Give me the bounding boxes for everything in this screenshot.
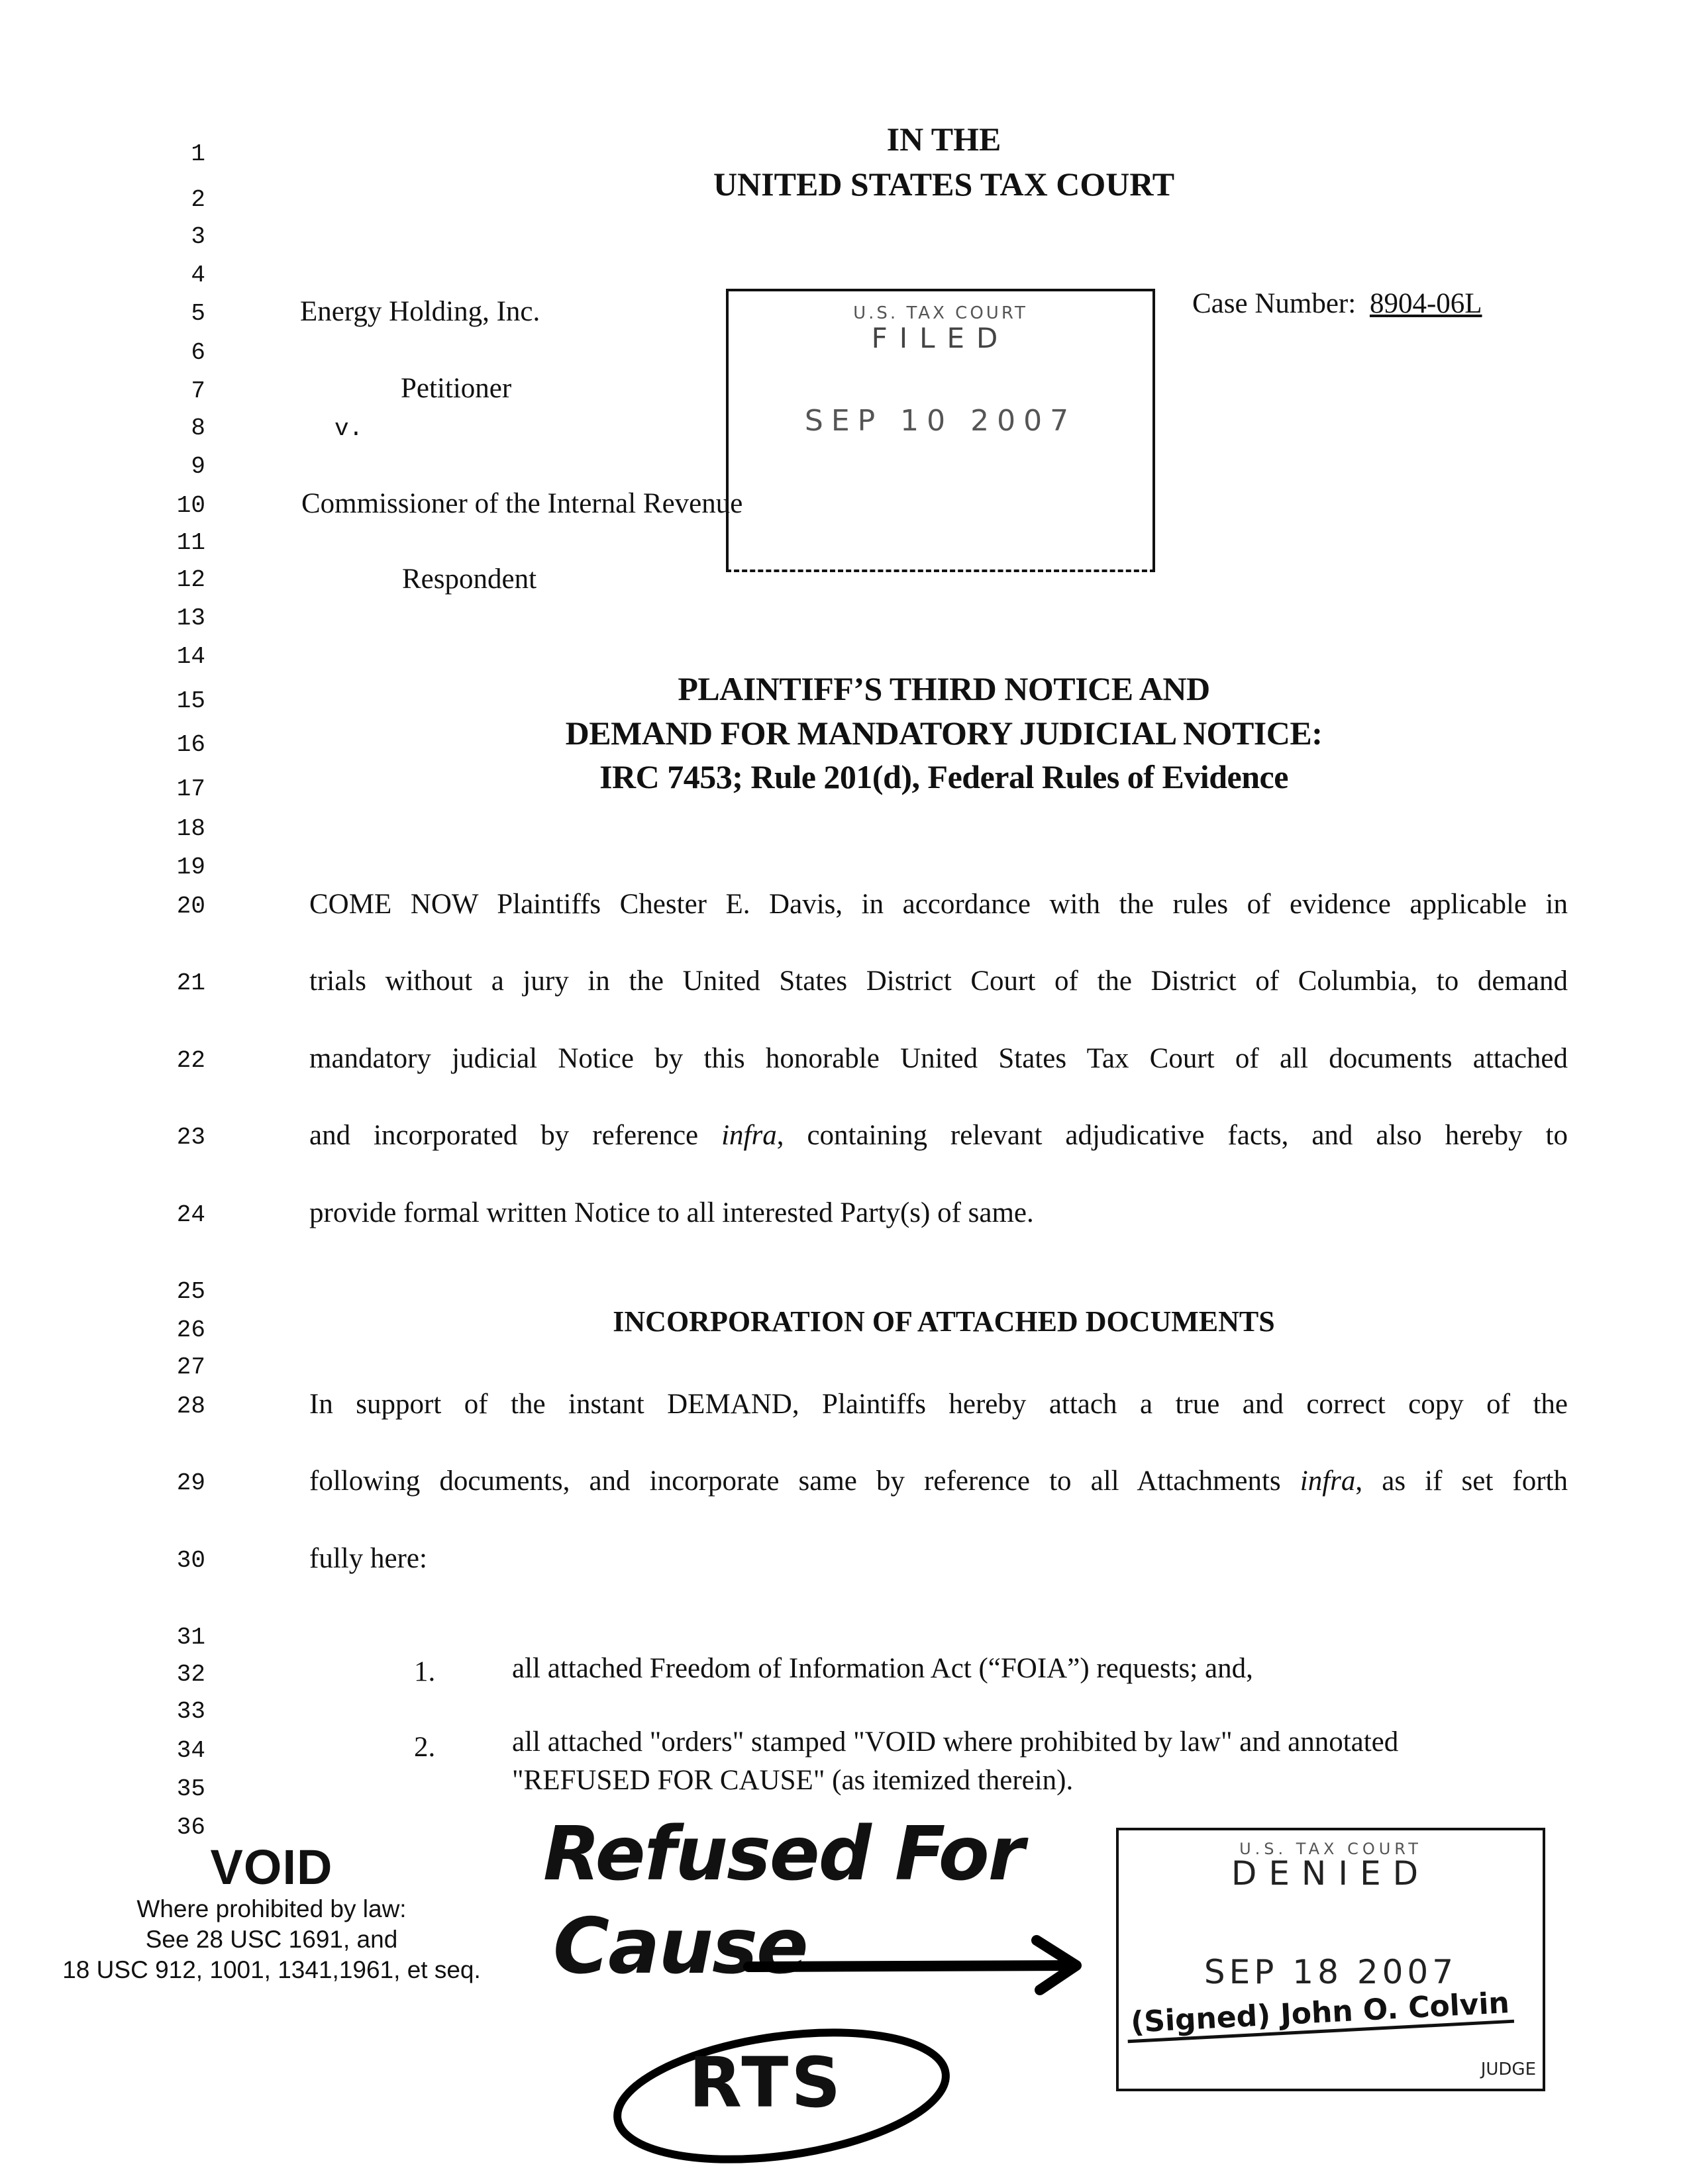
line-number: 14	[176, 643, 205, 670]
list-item-number: 2.	[414, 1732, 436, 1763]
intro-paragraph-line: COME NOW Plaintiffs Chester E. Davis, in accordance with the rules of evidence applicable in	[309, 889, 1568, 920]
italic-text: infra	[721, 1120, 777, 1151]
section-heading: INCORPORATION OF ATTACHED DOCUMENTS	[613, 1305, 1275, 1338]
line-number: 2	[191, 186, 205, 213]
line-number: 3	[191, 223, 205, 250]
void-stamp-title: VOID	[210, 1840, 333, 1895]
case-number	[1192, 287, 1482, 320]
list-item-text: "REFUSED FOR CAUSE" (as itemized therein).	[512, 1765, 1074, 1796]
line-number: 11	[176, 529, 205, 556]
line-number: 21	[176, 969, 205, 997]
intro-paragraph-line	[309, 1118, 1568, 1153]
denied-stamp-judge-label: JUDGE	[1480, 2060, 1536, 2079]
line-number: 19	[176, 854, 205, 881]
line-number: 29	[176, 1469, 205, 1497]
arrow-icon	[735, 1934, 1093, 2007]
line-number: 15	[176, 687, 205, 715]
line-number: 20	[176, 893, 205, 920]
incorporation-paragraph-line: In support of the instant DEMAND, Plaintiffs hereby attach a true and correct copy of the	[309, 1389, 1568, 1420]
line-number: 22	[176, 1047, 205, 1074]
italic-text: infra	[1300, 1465, 1356, 1497]
list-item-text: all attached Freedom of Information Act (“FOIA”) requests; and,	[512, 1653, 1253, 1684]
line-number: 7	[191, 377, 205, 405]
line-number: 31	[176, 1624, 205, 1651]
list-item-number: 1.	[414, 1656, 436, 1687]
text: and incorporated by reference	[309, 1120, 722, 1151]
line-number: 4	[191, 262, 205, 289]
document-title-line2: DEMAND FOR MANDATORY JUDICIAL NOTICE:	[565, 715, 1323, 752]
case-number-value: 8904-06L	[1369, 288, 1482, 319]
denied-stamp	[1116, 1828, 1545, 2091]
filed-stamp-agency: U.S. TAX COURT	[853, 303, 1028, 323]
incorporation-paragraph-line	[309, 1464, 1568, 1499]
petitioner-label: Petitioner	[401, 373, 512, 404]
line-number: 18	[176, 815, 205, 842]
handwritten-refused-for: Refused For	[543, 1811, 1023, 1897]
denied-stamp-status: DENIED	[1231, 1854, 1431, 1893]
line-number: 33	[176, 1698, 205, 1725]
text: following documents, and incorporate same by reference to all Attachments	[309, 1465, 1300, 1497]
case-number-label: Case Number:	[1192, 288, 1356, 319]
void-stamp-line: 18 USC 912, 1001, 1341,1961, et seq.	[62, 1956, 481, 1983]
line-number: 9	[191, 453, 205, 480]
document-title-line3: IRC 7453; Rule 201(d), Federal Rules of Evidence	[599, 758, 1288, 795]
denied-stamp-agency: U.S. TAX COURT	[1239, 1840, 1422, 1858]
list-item-text: all attached "orders" stamped "VOID where prohibited by law" and annotated	[512, 1726, 1399, 1758]
line-number: 16	[176, 731, 205, 758]
petitioner-name: Energy Holding, Inc.	[300, 296, 540, 327]
line-number: 12	[176, 566, 205, 593]
line-number: 26	[176, 1316, 205, 1344]
text: , containing relevant adjudicative facts, and also hereby to	[776, 1120, 1568, 1151]
judge-signature: (Signed) John O. Colvin	[1126, 1986, 1514, 2043]
line-number: 34	[176, 1737, 205, 1764]
line-number: 17	[176, 775, 205, 803]
text: , as if set forth	[1355, 1465, 1568, 1497]
intro-paragraph-line: provide formal written Notice to all interested Party(s) of same.	[309, 1197, 1034, 1228]
court-header-line2: UNITED STATES TAX COURT	[713, 166, 1175, 203]
line-number: 23	[176, 1124, 205, 1151]
line-number: 1	[191, 140, 205, 168]
filed-stamp-date: SEP 10 2007	[804, 404, 1077, 438]
filed-stamp	[726, 289, 1155, 572]
line-number: 6	[191, 339, 205, 366]
void-stamp-line: See 28 USC 1691, and	[145, 1926, 398, 1953]
court-header-line1: IN THE	[886, 121, 1001, 158]
incorporation-paragraph-line: fully here:	[309, 1543, 427, 1574]
respondent-name: Commissioner of the Internal Revenue	[301, 488, 743, 519]
line-number: 27	[176, 1354, 205, 1381]
void-stamp-line: Where prohibited by law:	[136, 1895, 407, 1922]
line-number: 25	[176, 1278, 205, 1305]
versus: v.	[334, 415, 364, 442]
void-stamp	[26, 1841, 517, 1985]
line-number: 5	[191, 300, 205, 327]
respondent-label: Respondent	[402, 564, 537, 595]
line-number: 28	[176, 1393, 205, 1420]
line-number: 36	[176, 1814, 205, 1841]
denied-stamp-date: SEP 18 2007	[1203, 1953, 1458, 1991]
line-number: 35	[176, 1775, 205, 1803]
line-number: 32	[176, 1661, 205, 1688]
filed-stamp-status: FILED	[871, 322, 1010, 354]
handwritten-cause: Cause	[553, 1902, 807, 1991]
intro-paragraph-line: trials without a jury in the United States District Court of the District of Columbia, to demand	[309, 966, 1568, 997]
line-number: 10	[176, 492, 205, 519]
document-title-line1: PLAINTIFF’S THIRD NOTICE AND	[678, 670, 1210, 707]
line-number: 30	[176, 1547, 205, 1574]
line-number: 24	[176, 1201, 205, 1228]
intro-paragraph-line: mandatory judicial Notice by this honorable United States Tax Court of all documents attached	[309, 1043, 1568, 1074]
line-number: 13	[176, 605, 205, 632]
handwritten-rts: RTS	[689, 2042, 844, 2123]
line-number: 8	[191, 415, 205, 442]
